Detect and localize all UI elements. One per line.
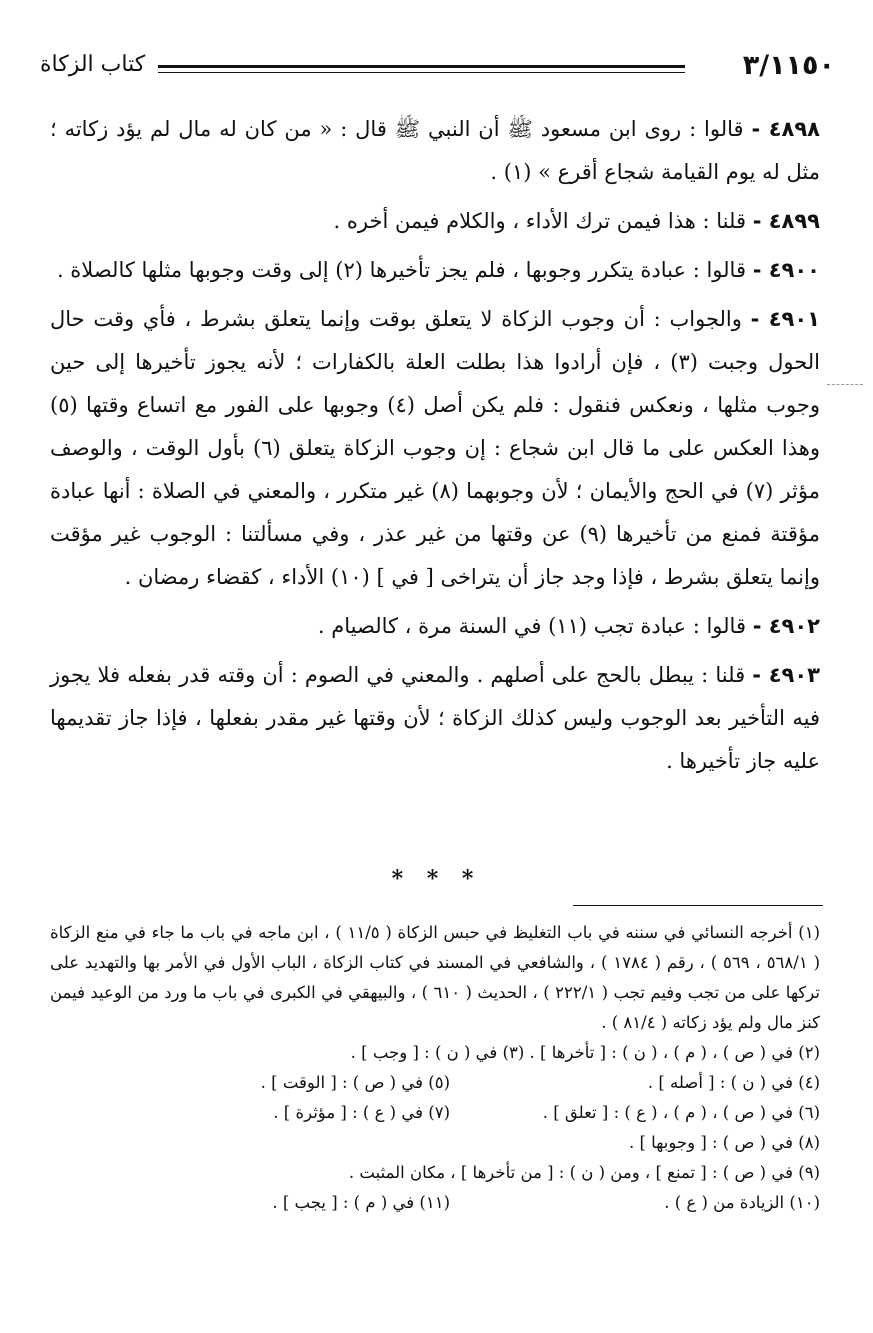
- paragraph-number: ٤٨٩٨ -: [751, 117, 820, 141]
- footnote-11: (١١) في ( م ) : [ يجب ] .: [272, 1193, 450, 1212]
- footnotes: [50, 918, 820, 1218]
- paragraph-4899: [50, 200, 820, 243]
- footnote-5: (٥) في ( ص ) : [ الوقت ] .: [260, 1073, 450, 1092]
- paragraph-text: قالوا : عبادة تجب (١١) في السنة مرة ، كالصيام .: [317, 614, 746, 638]
- paragraph-text: قلنا : يبطل بالحج على أصلهم . والمعني في الصوم : أن وقته قدر بفعله فلا يجوز فيه التأخير بعد الوجوب وليس كذلك الزكاة ؛ لأن وقتها غير مقدر بفعلها ، فإذا جاز تقديمها عليه جاز تأخيرها .: [50, 663, 820, 773]
- paragraph-4900: [50, 249, 820, 292]
- paragraph-4901: [50, 298, 820, 599]
- footnote-row-10-11: [50, 1188, 820, 1218]
- footnote-7: (٧) في ( ع ) : [ مؤثرة ] .: [273, 1103, 450, 1122]
- header-rule: [158, 65, 685, 73]
- footnote-9: (٩) في ( ص ) : [ تمنع ] ، ومن ( ن ) : [ من تأخرها ] ، مكان المثبت .: [348, 1163, 820, 1182]
- paragraph-text: والجواب : أن وجوب الزكاة لا يتعلق بوقت وإنما يتعلق بشرط ، فأي وقت حال الحول وجبت (٣) ، فإن أرادوا هذا بطلت العلة بالكفارات ؛ لأنه يجوز تأخيرها إلى حين وجوب مثلها ، ونعكس فنقول : فلم يكن أصل (٤) وجوبها على الفور مع اتساع وقتها (٥) وهذا العكس على ما قال ابن شجاع : إن وجوب الزكاة يتعلق (٦) بأول الوقت ، والوصف مؤثر (٧) في الحج والأيمان ؛ لأن وجوبهما (٨) غير متكرر ، والمعني في الصلاة : أنها عبادة مؤقتة فمنع من تأخيرها (٩) عن وقتها من غير عذر ، وفي مسألتنا : الوجوب غير مؤقت وإنما يتعلق بشرط ، فإذا وجد جاز أن يتراخى [ في ] (١٠) الأداء ، كقضاء رمضان .: [50, 307, 820, 589]
- paragraph-number: ٤٩٠٣ -: [752, 663, 820, 687]
- page-number: ٣/١١٥٠: [742, 50, 835, 81]
- footnote-6: (٦) في ( ص ) ، ( م ) ، ( ع ) : [ تعلق ] .: [542, 1103, 820, 1122]
- section-separator: * * *: [391, 866, 482, 892]
- footnote-row-6-7: [50, 1098, 820, 1128]
- paragraph-4903: [50, 654, 820, 783]
- running-title: كتاب الزكاة: [40, 52, 146, 77]
- footnote-8: (٨) في ( ص ) : [ وجوبها ] .: [628, 1133, 820, 1152]
- paragraph-text: قالوا : عبادة يتكرر وجوبها ، فلم يجز تأخيرها (٢) إلى وقت وجوبها مثلها كالصلاة .: [56, 258, 746, 282]
- paragraph-4898: [50, 108, 820, 194]
- footnote-4: (٤) في ( ن ) : [ أصله ] .: [647, 1073, 820, 1092]
- paragraph-number: ٤٩٠٠ -: [752, 258, 820, 282]
- footnote-2-3: (٢) في ( ص ) ، ( م ) ، ( ن ) : [ تأخرها ] . (٣) في ( ن ) : [ وجب ] .: [350, 1043, 820, 1062]
- paragraph-text: قالوا : روى ابن مسعود ﷺ أن النبي ﷺ قال : « من كان له مال لم يؤد زكاته ؛ مثل له يوم القيامة شجاع أقرع » (١) .: [50, 117, 820, 184]
- footnote-row-4-5: [50, 1068, 820, 1098]
- paragraph-number: ٤٨٩٩ -: [752, 209, 820, 233]
- paragraph-4902: [50, 605, 820, 648]
- footnote-1: (١) أخرجه النسائي في سننه في باب التغليظ في حبس الزكاة ( ١١/٥ ) ، ابن ماجه في باب ما جاء في منع الزكاة ( ٥٦٨/١ ، ٥٦٩ ) ، رقم ( ١٧٨٤ ) ، والشافعي في المسند في كتاب الزكاة ، الباب الأول في الأمر بها والتهديد على تركها على من تجب وفيم تجب ( ٢٢٢/١ ) ، الحديث ( ٦١٠ ) ، والبيهقي في الكبرى في باب ما ورد من الوعيد فيمن كنز مال ولم يؤد زكاته ( ٨١/٤ ) .: [50, 923, 820, 1032]
- paragraph-number: ٤٩٠٢ -: [752, 614, 820, 638]
- margin-mark: [827, 384, 863, 385]
- paragraph-number: ٤٩٠١ -: [750, 307, 820, 331]
- footnote-divider: [573, 905, 823, 906]
- paragraph-text: قلنا : هذا فيمن ترك الأداء ، والكلام فيمن أخره .: [333, 209, 746, 233]
- footnote-10: (١٠) الزيادة من ( ع ) .: [664, 1193, 820, 1212]
- page-header: [40, 50, 835, 90]
- main-text: [50, 108, 820, 789]
